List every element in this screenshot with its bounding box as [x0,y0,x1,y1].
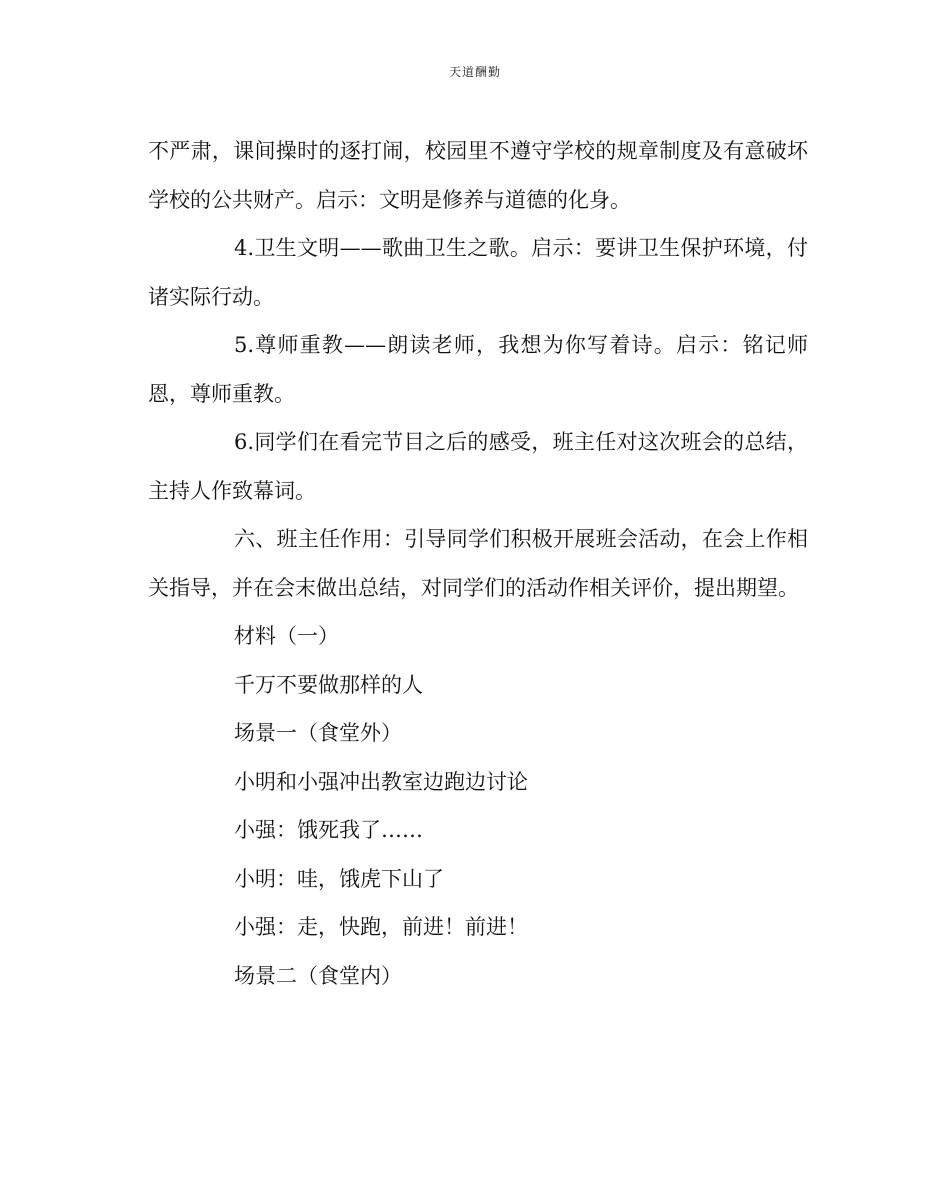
scene-two-heading: 场景二（食堂内） [234,963,402,988]
paragraph-item-5: 5.尊师重教——朗读老师，我想为你写着诗。启示：铭记师恩，尊师重教。 [148,333,808,406]
page-header: 天道酬勤 [448,65,501,79]
dialogue-line: 小强：走，快跑，前进！前进！ [234,915,528,939]
paragraph-continued: 不严肃，课间操时的逐打闹，校园里不遵守学校的规章制度及有意破坏学校的公共财产。启示：文明是修养与道德的化身。 [148,139,808,212]
dialogue-line: 小明：哇，饿虎下山了 [234,866,444,891]
paragraph-section-6: 六、班主任作用：引导同学们积极开展班会活动，在会上作相关指导，并在会末做出总结，对同学们的活动作相关评价，提出期望。 [148,527,808,600]
script-title: 千万不要做那样的人 [234,672,423,697]
material-heading: 材料（一） [234,624,339,648]
document-body [148,127,808,1000]
paragraph-item-6: 6.同学们在看完节目之后的感受，班主任对这次班会的总结，主持人作致幕词。 [148,430,808,503]
scene-one-heading: 场景一（食堂外） [234,721,402,745]
paragraph-item-4: 4.卫生文明——歌曲卫生之歌。启示：要讲卫生保护环境，付诸实际行动。 [148,236,808,309]
stage-direction: 小明和小强冲出教室边跑边讨论 [234,769,528,794]
dialogue-line: 小强：饿死我了…… [234,818,423,842]
